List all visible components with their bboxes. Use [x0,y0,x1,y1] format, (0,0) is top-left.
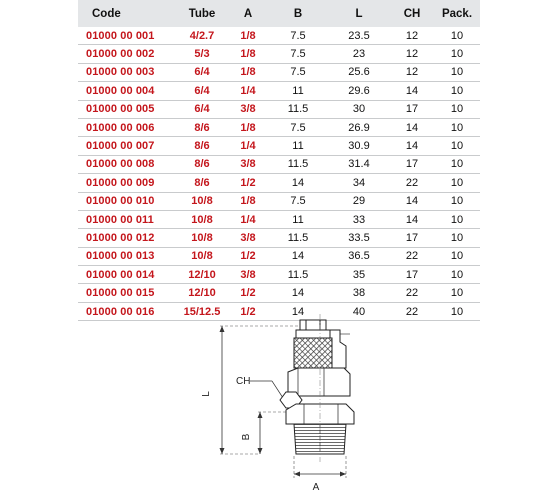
table-row [78,247,480,265]
cell-a: 3/8 [228,229,268,247]
cell-l: 23 [328,45,390,63]
cell-b: 14 [268,174,328,192]
cell-tube: 6/4 [176,100,228,118]
cell-a: 1/2 [228,247,268,265]
cell-code: 01000 00 013 [78,247,176,265]
table-row [78,45,480,63]
spec-table [78,0,480,321]
header-a: A [228,0,268,27]
cell-a: 1/2 [228,284,268,302]
table-row [78,27,480,45]
cell-pack: 10 [434,284,480,302]
cell-b: 14 [268,302,328,320]
cell-ch: 12 [390,63,434,81]
cell-code: 01000 00 012 [78,229,176,247]
cell-tube: 6/4 [176,63,228,81]
table-row [78,82,480,100]
cell-pack: 10 [434,229,480,247]
table-row [78,284,480,302]
cell-tube: 15/12.5 [176,302,228,320]
cell-ch: 22 [390,284,434,302]
cell-b: 11 [268,137,328,155]
cell-ch: 17 [390,100,434,118]
cell-l: 33.5 [328,229,390,247]
cell-a: 1/8 [228,63,268,81]
label-b: B [241,433,252,441]
cell-l: 25.6 [328,63,390,81]
cell-l: 40 [328,302,390,320]
cell-pack: 10 [434,247,480,265]
cell-tube: 6/4 [176,82,228,100]
table-row [78,192,480,210]
header-code: Code [78,0,176,27]
cell-ch: 22 [390,302,434,320]
cell-a: 1/4 [228,82,268,100]
cell-code: 01000 00 011 [78,210,176,228]
label-ch: CH [236,376,251,387]
cell-b: 7.5 [268,63,328,81]
cell-b: 7.5 [268,192,328,210]
cell-tube: 8/6 [176,174,228,192]
header-l: L [328,0,390,27]
cell-l: 23.5 [328,27,390,45]
header-pack: Pack. [434,0,480,27]
header-ch: CH [390,0,434,27]
cell-ch: 12 [390,27,434,45]
cell-pack: 10 [434,63,480,81]
cell-ch: 14 [390,210,434,228]
cell-a: 3/8 [228,266,268,284]
cell-tube: 10/8 [176,192,228,210]
cell-a: 1/4 [228,137,268,155]
cell-a: 3/8 [228,100,268,118]
dimension-ch [236,376,285,401]
cell-pack: 10 [434,82,480,100]
cell-code: 01000 00 002 [78,45,176,63]
cell-tube: 12/10 [176,284,228,302]
cell-ch: 14 [390,82,434,100]
cell-l: 35 [328,266,390,284]
table-row [78,118,480,136]
cell-ch: 14 [390,192,434,210]
cell-pack: 10 [434,192,480,210]
dimension-b [241,412,290,454]
cell-a: 3/8 [228,155,268,173]
cell-l: 30.9 [328,137,390,155]
cell-a: 1/8 [228,27,268,45]
fitting-drawing-svg [200,312,370,502]
table-row [78,174,480,192]
cell-tube: 4/2.7 [176,27,228,45]
cell-tube: 10/8 [176,229,228,247]
cell-ch: 17 [390,266,434,284]
cell-b: 11 [268,210,328,228]
table-row [78,155,480,173]
cell-pack: 10 [434,302,480,320]
cell-pack: 10 [434,266,480,284]
cell-ch: 17 [390,229,434,247]
cell-ch: 17 [390,155,434,173]
cell-pack: 10 [434,174,480,192]
cell-b: 14 [268,284,328,302]
cell-tube: 8/6 [176,118,228,136]
table-row [78,266,480,284]
cell-code: 01000 00 016 [78,302,176,320]
cell-l: 31.4 [328,155,390,173]
cell-code: 01000 00 010 [78,192,176,210]
cell-pack: 10 [434,100,480,118]
table-row [78,137,480,155]
cell-l: 29 [328,192,390,210]
header-b: B [268,0,328,27]
cell-l: 33 [328,210,390,228]
cell-tube: 10/8 [176,247,228,265]
fitting-technical-drawing [200,312,370,502]
cell-b: 11 [268,82,328,100]
cell-a: 1/8 [228,45,268,63]
cell-l: 38 [328,284,390,302]
cell-pack: 10 [434,118,480,136]
cell-b: 14 [268,247,328,265]
cell-tube: 10/8 [176,210,228,228]
cell-a: 1/8 [228,192,268,210]
label-a: A [312,482,320,493]
cell-ch: 14 [390,137,434,155]
cell-code: 01000 00 007 [78,137,176,155]
table-row [78,100,480,118]
cell-tube: 8/6 [176,155,228,173]
cell-code: 01000 00 004 [78,82,176,100]
cell-l: 36.5 [328,247,390,265]
table-body [78,27,480,321]
cell-a: 1/2 [228,302,268,320]
cell-code: 01000 00 008 [78,155,176,173]
cell-ch: 14 [390,118,434,136]
cell-b: 7.5 [268,45,328,63]
cell-a: 1/2 [228,174,268,192]
cell-a: 1/4 [228,210,268,228]
cell-b: 11.5 [268,229,328,247]
cell-a: 1/8 [228,118,268,136]
cell-code: 01000 00 006 [78,118,176,136]
cell-b: 11.5 [268,266,328,284]
table-row [78,229,480,247]
header-tube: Tube [176,0,228,27]
cell-b: 11.5 [268,155,328,173]
cell-ch: 22 [390,174,434,192]
cell-tube: 5/3 [176,45,228,63]
cell-pack: 10 [434,210,480,228]
table-header [78,0,480,27]
cell-pack: 10 [434,45,480,63]
cell-code: 01000 00 009 [78,174,176,192]
fitting-body [280,314,354,462]
cell-pack: 10 [434,137,480,155]
cell-l: 26.9 [328,118,390,136]
cell-pack: 10 [434,155,480,173]
cell-b: 11.5 [268,100,328,118]
cell-tube: 8/6 [176,137,228,155]
cell-ch: 12 [390,45,434,63]
cell-code: 01000 00 003 [78,63,176,81]
cell-l: 34 [328,174,390,192]
table-row [78,63,480,81]
cell-code: 01000 00 001 [78,27,176,45]
cell-tube: 12/10 [176,266,228,284]
cell-b: 7.5 [268,118,328,136]
cell-b: 7.5 [268,27,328,45]
cell-ch: 22 [390,247,434,265]
cell-l: 30 [328,100,390,118]
cell-pack: 10 [434,27,480,45]
cell-code: 01000 00 014 [78,266,176,284]
table-row [78,210,480,228]
label-l: L [201,391,212,397]
cell-l: 29.6 [328,82,390,100]
cell-code: 01000 00 015 [78,284,176,302]
cell-code: 01000 00 005 [78,100,176,118]
